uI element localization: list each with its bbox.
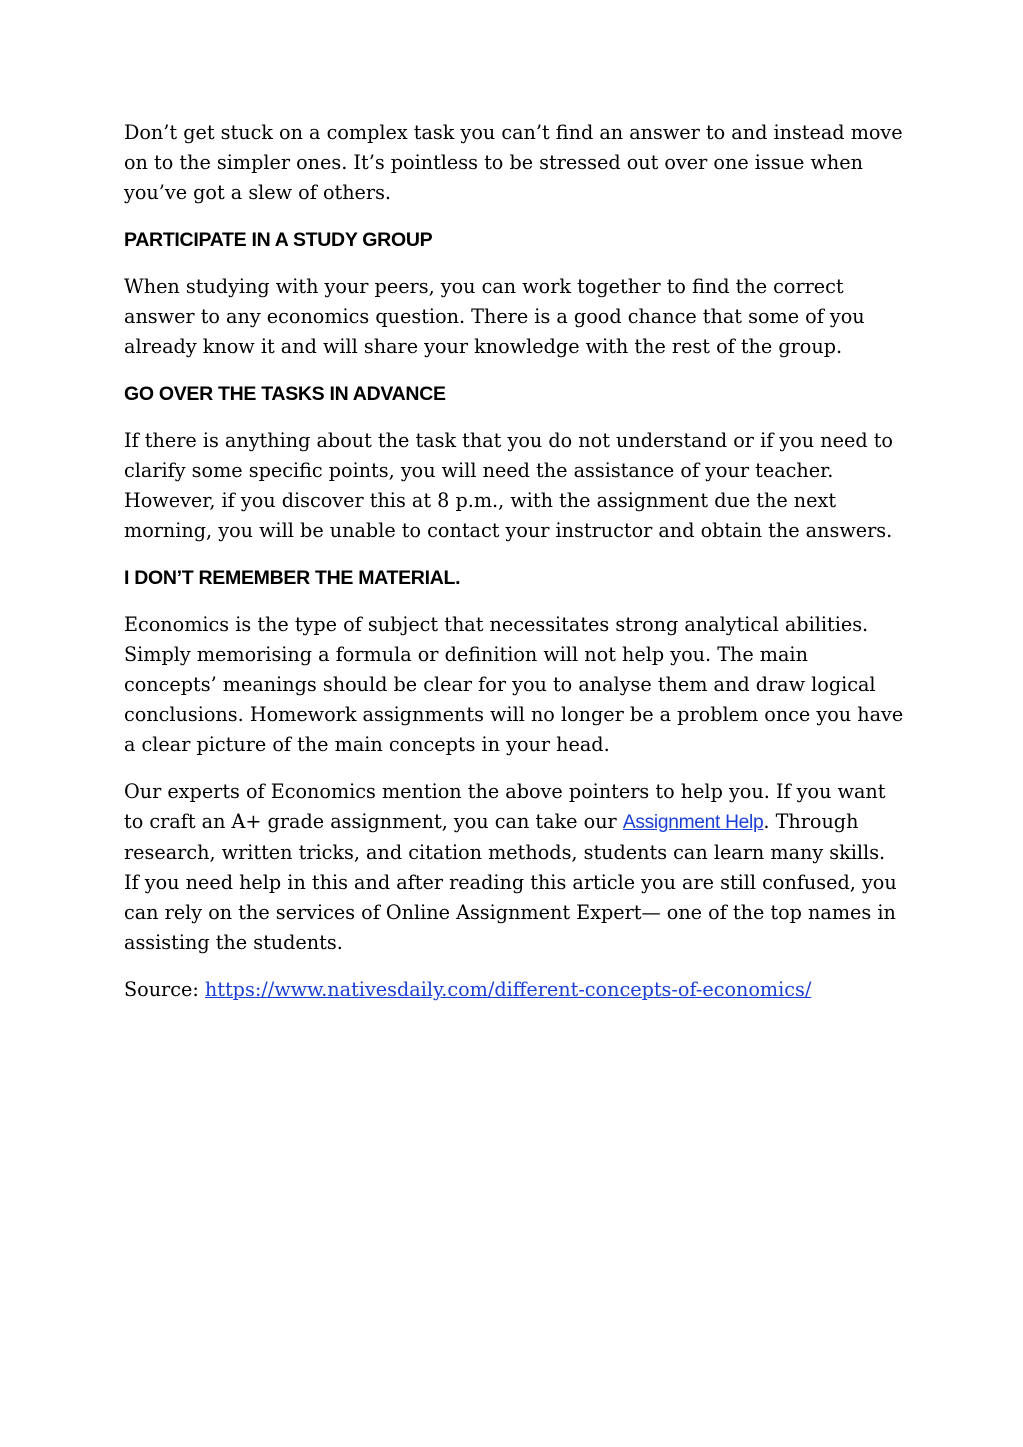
source-line: [124, 975, 904, 1005]
document-page: [124, 118, 904, 1022]
section-heading-tasks-in-advance: GO OVER THE TASKS IN ADVANCE: [124, 383, 446, 405]
intro-paragraph: Don’t get stuck on a complex task you can’t find an answer to and instead move on to the simpler ones. It’s pointless to be stressed out over one issue when you’ve got a slew of others.: [124, 121, 903, 204]
section-heading-remember-material: I DON’T REMEMBER THE MATERIAL.: [124, 567, 461, 589]
section-heading-study-group: PARTICIPATE IN A STUDY GROUP: [124, 229, 433, 251]
closing-text-before-link: Our experts of Economics mention the above pointers to help you. If you want to craft an A+ grade assignment, you can take our: [124, 780, 886, 833]
closing-text-after-link: . Through research, written tricks, and citation methods, students can learn many skills. If you need help in this and after reading this article you are still confused, you can rely on the services of Online Assignment Expert— one of the top names in assisting the students.: [124, 810, 897, 954]
source-url-link[interactable]: https://www.nativesdaily.com/different-concepts-of-economics/: [204, 978, 812, 1001]
assignment-help-link[interactable]: Assignment Help: [622, 812, 764, 833]
closing-paragraph: [124, 777, 904, 958]
section-body-study-group: When studying with your peers, you can work together to find the correct answer to any economics question. There is a good chance that some of you already know it and will share your knowledge with the rest of the group.: [124, 275, 865, 358]
source-label: Source:: [124, 978, 205, 1001]
section-body-tasks-in-advance: If there is anything about the task that you do not understand or if you need to clarify some specific points, you will need the assistance of your teacher. However, if you discover this at 8 p.m., with the assignment due the next morning, you will be unable to contact your instructor and obtain the answers.: [124, 429, 893, 542]
section-body-remember-material: Economics is the type of subject that necessitates strong analytical abilities. Simply memorising a formula or definition will not help you. The main concepts’ meanings should be clear for you to analyse them and draw logical conclusions. Homework assignments will no longer be a problem once you have a clear picture of the main concepts in your head.: [124, 613, 904, 756]
